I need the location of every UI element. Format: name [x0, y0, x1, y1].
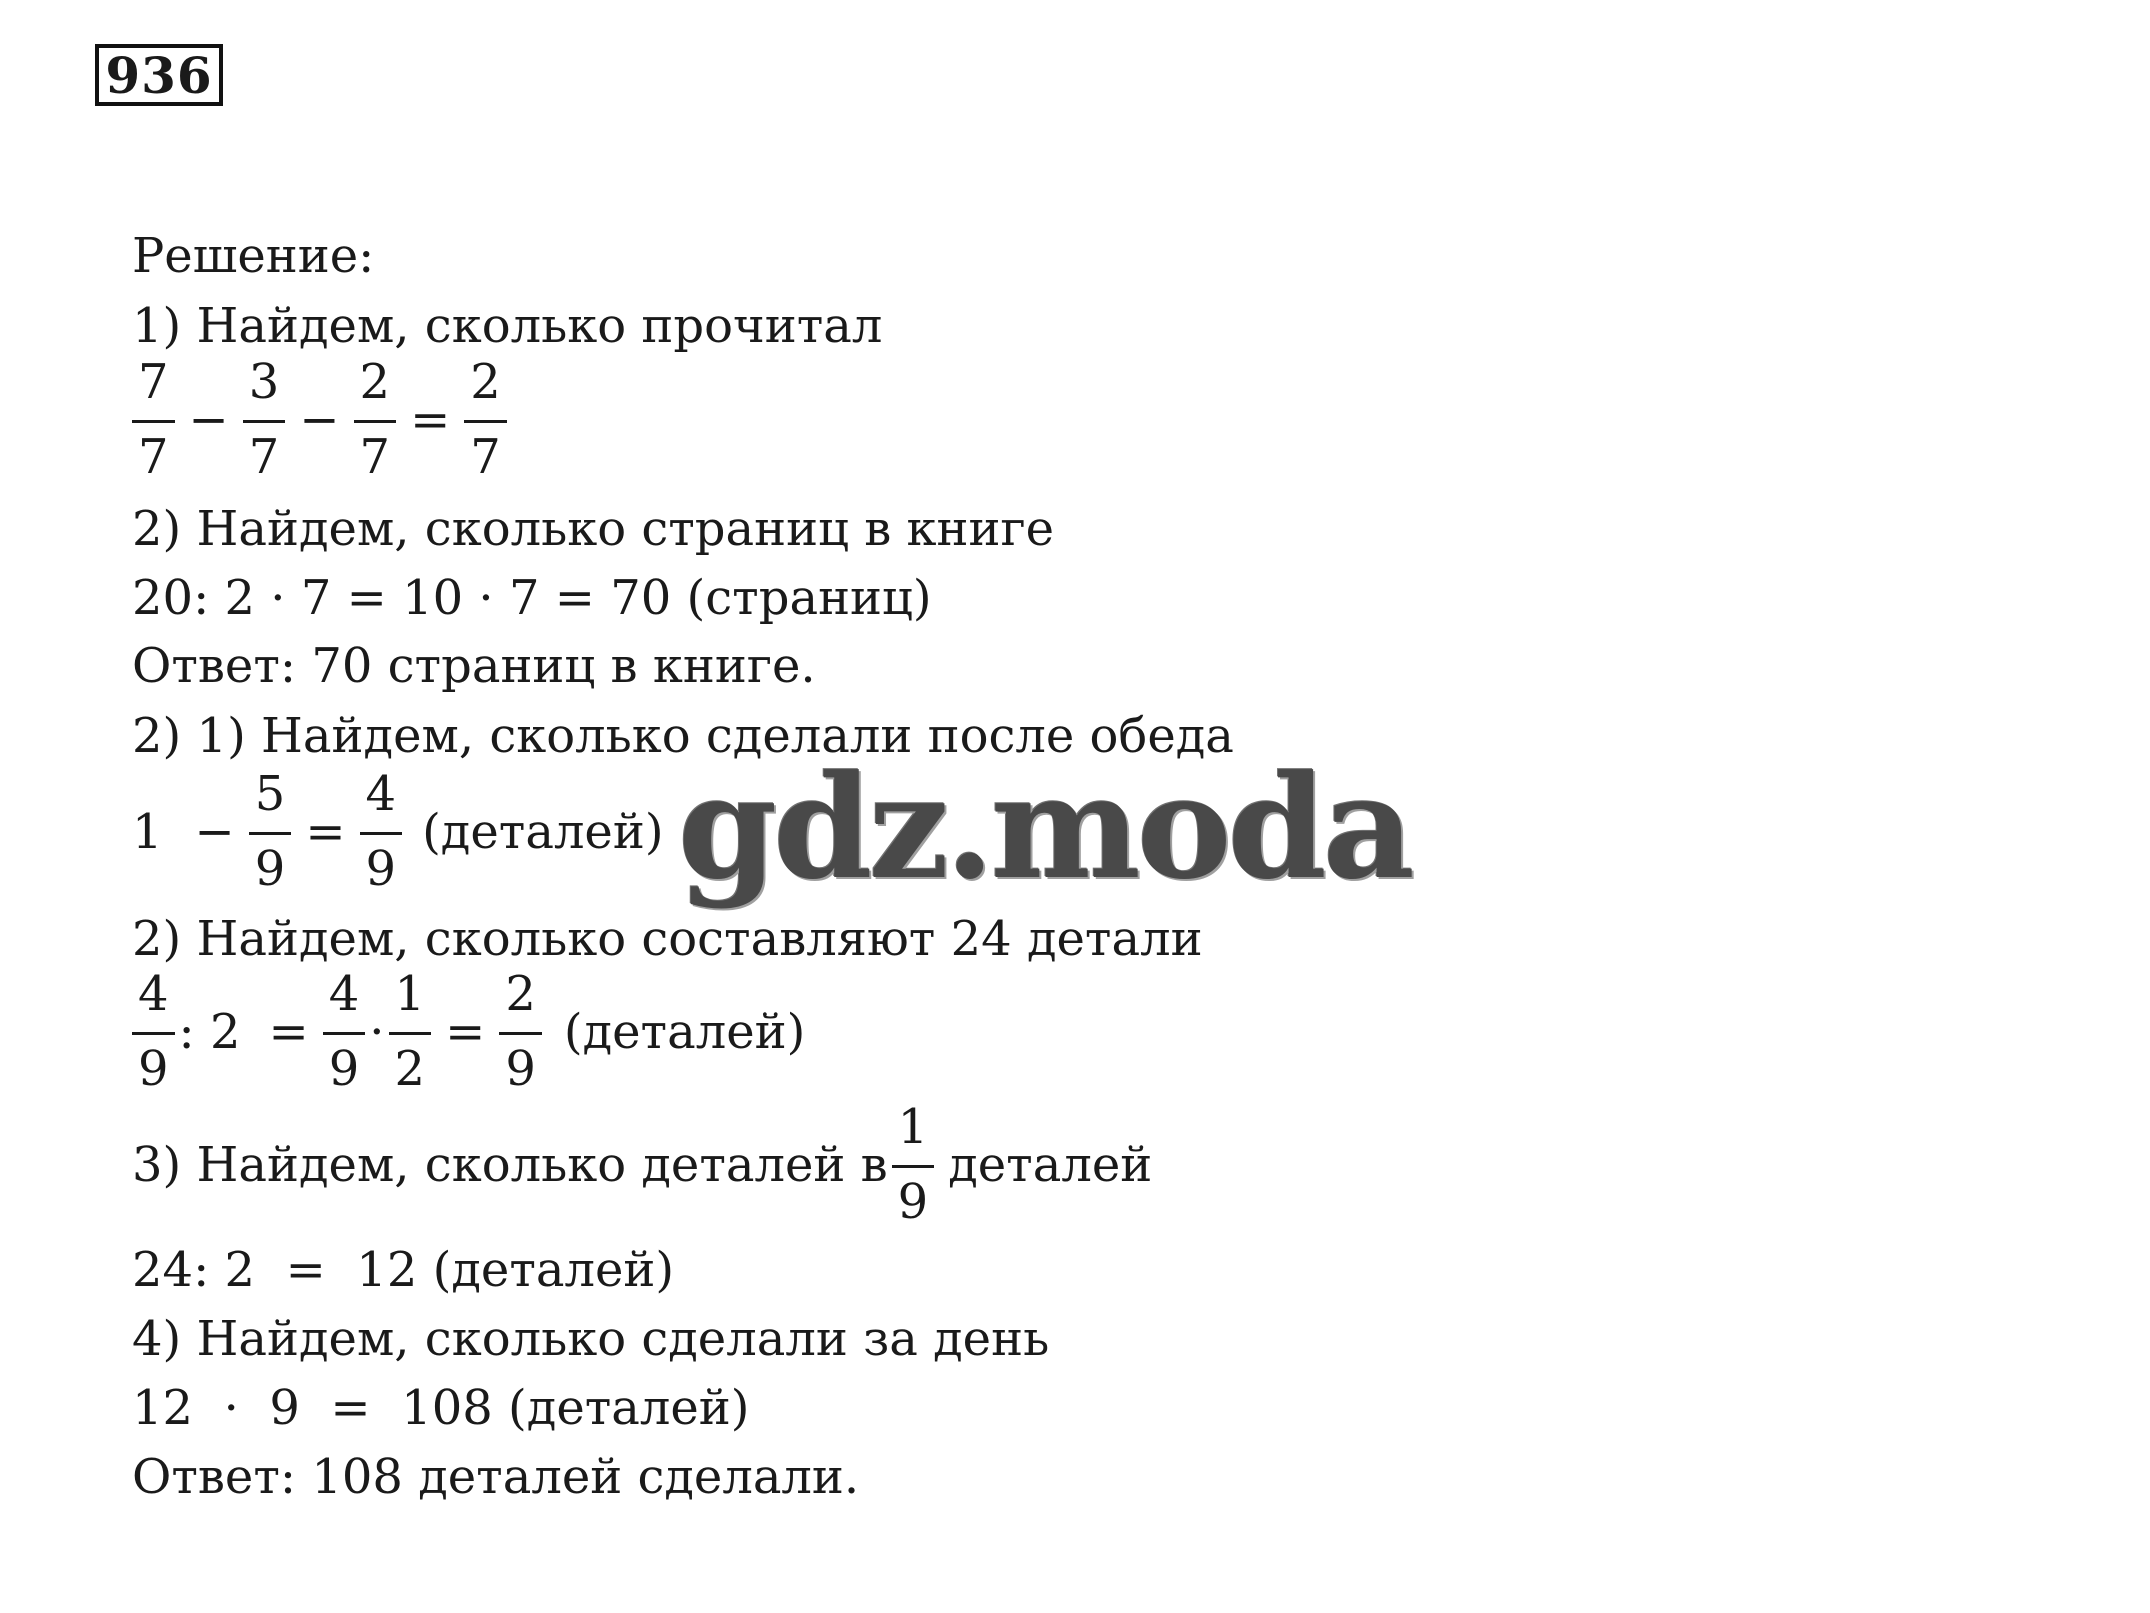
fraction: $\frac{7}{7}$ [132, 358, 175, 481]
fraction: $\frac{4}{9}$ [323, 970, 366, 1093]
part-2-step-4-calculation: 12 · 9 = 108 (деталей) [132, 1380, 750, 1436]
step-1-heading: 1) Найдем, сколько прочитал [132, 298, 883, 354]
fraction: $\frac{1}{9}$ [892, 1103, 935, 1226]
problem-number: 936 [95, 44, 223, 106]
fraction-expression-1: $\frac{7}{7}$ − $\frac{3}{7}$ − $\frac{2}{7}$ = $\frac{2}{7}$ [132, 358, 511, 481]
step-2-calculation: 20: 2 · 7 = 10 · 7 = 70 (страниц) [132, 570, 932, 626]
watermark-logo: gdz.moda [678, 745, 1411, 911]
fraction: $\frac{5}{9}$ [249, 770, 292, 893]
part-2-step-3-calculation: 24: 2 = 12 (деталей) [132, 1242, 675, 1298]
step-2-heading: 2) Найдем, сколько страниц в книге [132, 501, 1055, 557]
fraction: $\frac{4}{9}$ [360, 770, 403, 893]
part-2-step-3-heading: 3) Найдем, сколько деталей в $\frac{1}{9}$ деталей [132, 1099, 1153, 1230]
fraction: $\frac{2}{7}$ [464, 358, 507, 481]
solution-heading: Решение: [132, 228, 375, 284]
answer-2: Ответ: 108 деталей сделали. [132, 1449, 860, 1505]
part-2-step-1-heading: 2) 1) Найдем, сколько сделали после обеда [132, 708, 1234, 764]
fraction-expression-3: $\frac{4}{9}$ : 2 = $\frac{4}{9}$ · $\frac{1}{2}$ = $\frac{2}{9}$ (деталей) [132, 970, 805, 1093]
fraction: $\frac{2}{7}$ [354, 358, 397, 481]
fraction-expression-2: 1 − $\frac{5}{9}$ = $\frac{4}{9}$ (деталей) [132, 766, 664, 897]
answer-1: Ответ: 70 страниц в книге. [132, 638, 816, 694]
part-2-step-2-heading: 2) Найдем, сколько составляют 24 детали [132, 911, 1203, 967]
fraction: $\frac{3}{7}$ [243, 358, 286, 481]
fraction: $\frac{4}{9}$ [132, 970, 175, 1093]
fraction: $\frac{2}{9}$ [499, 970, 542, 1093]
fraction: $\frac{1}{2}$ [389, 970, 432, 1093]
part-2-step-4-heading: 4) Найдем, сколько сделали за день [132, 1311, 1050, 1367]
